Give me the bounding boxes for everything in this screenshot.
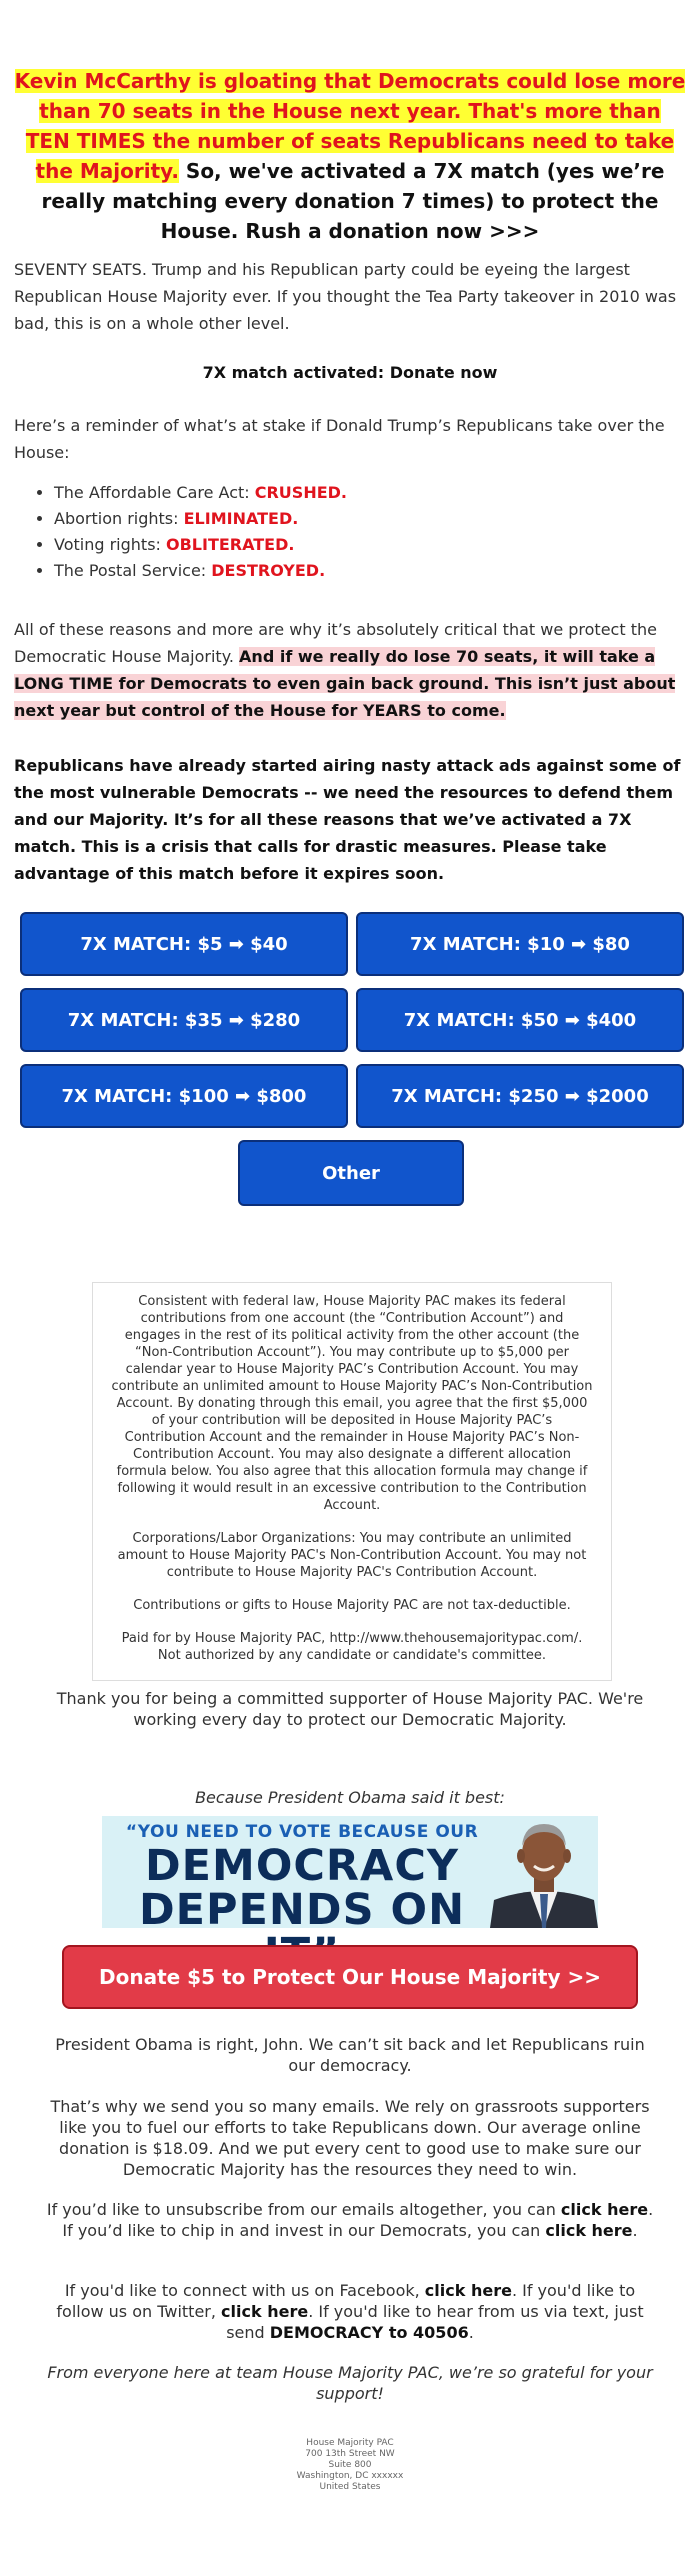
- contribution-disclaimer: Consistent with federal law, House Majority PAC makes its federal contributions from one account (the “Contribution Account”) and engages in the rest of its political activity from the other account (the “Non-Contribution Account”). You may contribute up to $5,000 per calendar year to House Majority PAC’s Contribution Account. You may contribute an unlimited amount to House Majority PAC’s Non-Contribution Account. By donating through this email, you agree that the first $5,000 of your contribution will be deposited in House Majority PAC’s Contribution Account and the remainder in House Majority PAC’s Non-Contribution Account. You may also designate a different allocation formula below. You also agree that this allocation formula may change if following it would result in an excessive contribution to the Contribution Account.: [111, 1294, 593, 1513]
- address-line: 700 13th Street NW: [305, 2449, 395, 2459]
- quote-line-2: DEMOCRACY: [144, 1841, 460, 1891]
- because-text: Because President Obama said it best:: [195, 1788, 505, 1807]
- match-donate-link[interactable]: 7X match activated: Donate now: [202, 363, 498, 382]
- footer-address: [250, 2438, 450, 2493]
- address-line: United States: [319, 2482, 381, 2492]
- unsubscribe-link[interactable]: click here: [560, 2200, 649, 2219]
- address-line: Suite 800: [328, 2460, 372, 2470]
- closing-text: From everyone here at team House Majority PAC, we’re so grateful for your support!: [47, 2363, 653, 2403]
- donate-35-button[interactable]: 7X MATCH: $35 ➡ $280: [20, 988, 348, 1052]
- legal-disclaimer: [92, 1282, 612, 1681]
- donate-10-button[interactable]: 7X MATCH: $10 ➡ $80: [356, 912, 684, 976]
- text-keyword: DEMOCRACY to 40506: [269, 2323, 469, 2342]
- stake-label: The Affordable Care Act:: [54, 483, 255, 502]
- president-right-text: President Obama is right, John. We can’t sit back and let Republicans ruin our democracy.: [55, 2035, 645, 2075]
- facebook-link[interactable]: click here: [424, 2281, 512, 2300]
- donate-5-button[interactable]: 7X MATCH: $5 ➡ $40: [20, 912, 348, 976]
- list-item: [54, 506, 686, 532]
- donate-250-button[interactable]: 7X MATCH: $250 ➡ $2000: [356, 1064, 684, 1128]
- donate-5-protect-button[interactable]: Donate $5 to Protect Our House Majority >>: [62, 1945, 638, 2009]
- donate-50-button[interactable]: 7X MATCH: $50 ➡ $400: [356, 988, 684, 1052]
- connect-part-3: . If you'd like to hear from us via text, just send: [226, 2302, 644, 2342]
- headline: [14, 66, 686, 246]
- list-item: [54, 480, 686, 506]
- unsubscribe-text: [40, 2199, 660, 2241]
- paid-for-disclaimer: Paid for by House Majority PAC, http://www.thehousemajoritypac.com/. Not authorized by any candidate or candidate's committee.: [121, 1631, 583, 1663]
- stake-label: Abortion rights:: [54, 509, 184, 528]
- donate-100-button[interactable]: 7X MATCH: $100 ➡ $800: [20, 1064, 348, 1128]
- connect-part-4: .: [468, 2323, 474, 2342]
- headline-rest: So, we've activated a 7X match (yes we’re really matching every donation 7 times) to protect the House. Rush a donation now >>>: [41, 159, 665, 243]
- address-line: Washington, DC xxxxxx: [296, 2471, 404, 2481]
- obama-portrait: [490, 1816, 598, 1928]
- thanks-text: Thank you for being a committed supporter of House Majority PAC. We're working every day to protect our Democratic Majority.: [56, 1689, 644, 1729]
- address-line: House Majority PAC: [306, 2438, 394, 2448]
- unsub-part-3: .: [632, 2221, 638, 2240]
- unsub-part-1: If you’d like to unsubscribe from our emails altogether, you can: [46, 2200, 561, 2219]
- quote-line-3: DEPENDS ON: [138, 1885, 466, 1935]
- reminder-paragraph: Here’s a reminder of what’s at stake if Donald Trump’s Republicans take over the House:: [14, 416, 665, 462]
- connect-part-1: If you'd like to connect with us on Facebook,: [64, 2281, 425, 2300]
- stake-status: ELIMINATED.: [183, 509, 299, 528]
- tax-disclaimer: Contributions or gifts to House Majority PAC are not tax-deductible.: [133, 1598, 571, 1613]
- reasons-paragraph: [14, 616, 686, 724]
- attack-ads-paragraph: Republicans have already started airing nasty attack ads against some of the most vulnerable Democrats -- we need the resources to defend them and our Majority. It’s for all these reasons that we’ve activated a 7X match. This is a crisis that calls for drastic measures. Please take advantage of this match before it expires soon.: [14, 756, 681, 883]
- stake-label: The Postal Service:: [54, 561, 212, 580]
- list-item: [54, 532, 686, 558]
- seventy-seats-paragraph: SEVENTY SEATS. Trump and his Republican party could be eyeing the largest Republican House Majority ever. If you thought the Tea Party takeover in 2010 was bad, this is on a whole other level.: [14, 260, 677, 333]
- reasons-highlight: And if we really do lose 70 seats, it will take a LONG TIME for Democrats to even gain back ground. This isn’t just about next year but control of the House for YEARS to come.: [14, 647, 676, 720]
- corporations-disclaimer: Corporations/Labor Organizations: You may contribute an unlimited amount to House Majority PAC's Non-Contribution Account. You may not contribute to House Majority PAC's Contribution Account.: [117, 1531, 587, 1580]
- stake-label: Voting rights:: [54, 535, 166, 554]
- stakes-list: [14, 480, 686, 584]
- headline-highlight: Kevin McCarthy is gloating that Democrats could lose more than 70 seats in the House next year. That's more than TEN TIMES the number of seats Republicans need to take the Majority.: [14, 69, 686, 183]
- stake-status: OBLITERATED.: [166, 535, 295, 554]
- twitter-link[interactable]: click here: [221, 2302, 309, 2321]
- chip-in-link[interactable]: click here: [545, 2221, 633, 2240]
- connect-text: [40, 2280, 660, 2343]
- stake-status: CRUSHED.: [254, 483, 347, 502]
- connect-part-2: . If you'd like to follow us on Twitter,: [56, 2281, 636, 2321]
- donate-other-button[interactable]: Other: [238, 1140, 464, 1206]
- obama-quote-banner[interactable]: [102, 1816, 598, 1935]
- list-item: [54, 558, 686, 584]
- stake-status: DESTROYED.: [211, 561, 326, 580]
- emails-text: That’s why we send you so many emails. We rely on grassroots supporters like you to fuel our efforts to take Republicans down. Our average online donation is $18.09. And we put every cent to good use to make sure our Democratic Majority has the resources they need to win.: [50, 2097, 650, 2179]
- reasons-plain: All of these reasons and more are why it’s absolutely critical that we protect the Democratic House Majority.: [14, 620, 657, 666]
- quote-line-1: “YOU NEED TO VOTE BECAUSE OUR: [125, 1822, 479, 1842]
- unsub-part-2: . If you’d like to chip in and invest in our Democrats, you can: [62, 2200, 654, 2240]
